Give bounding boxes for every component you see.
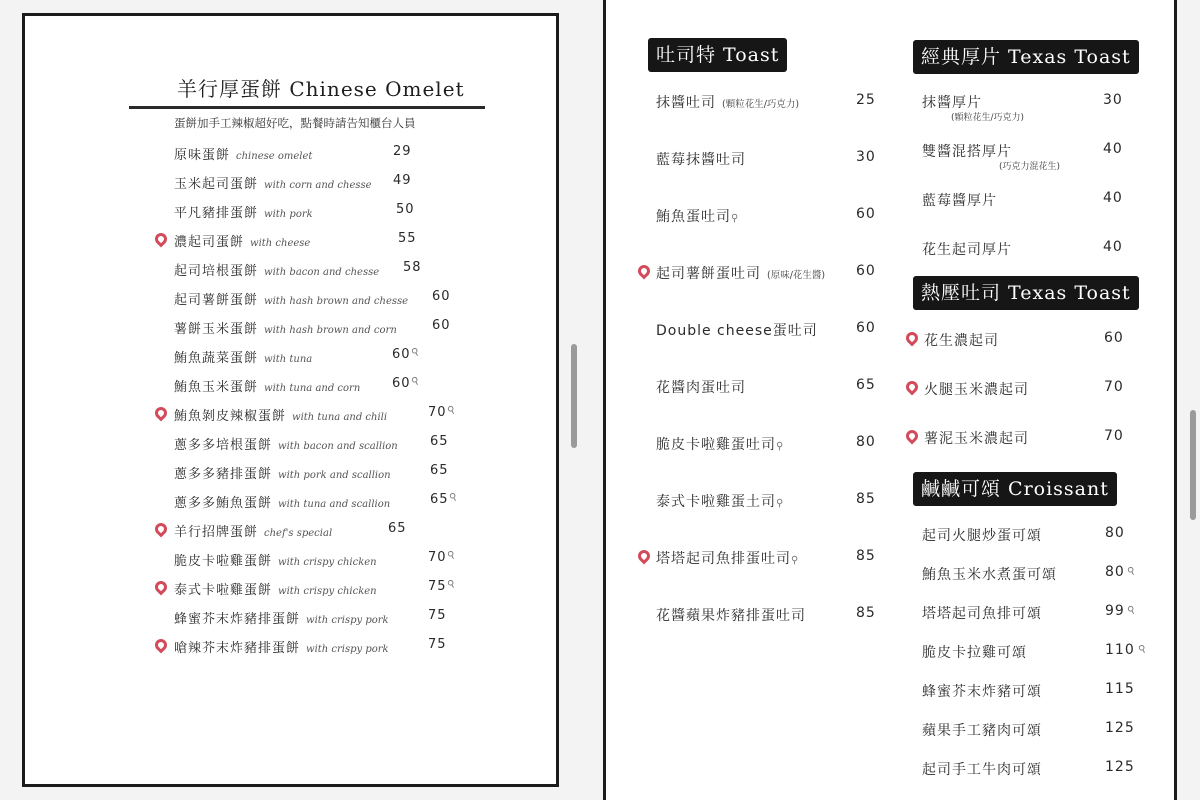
item-price: 75 xyxy=(428,579,447,594)
bone-icon: ⚲ xyxy=(1125,564,1138,579)
item-price: 85 xyxy=(856,605,876,621)
map-pin-icon xyxy=(153,637,170,654)
title-divider xyxy=(129,106,485,109)
map-pin-icon xyxy=(904,428,921,445)
menu-item xyxy=(922,720,1042,740)
menu-item xyxy=(656,605,806,625)
item-name: 抹醬吐司 xyxy=(656,95,716,111)
menu-item xyxy=(174,318,514,337)
item-name: 起司薯餅蛋吐司 xyxy=(656,266,761,282)
item-name: 脆皮卡拉雞可頌 xyxy=(922,645,1027,661)
item-price: 65 xyxy=(430,434,449,449)
bone-icon: ⚲ xyxy=(776,441,785,452)
item-note: (顆粒花生/巧克力) xyxy=(951,113,1025,123)
bone-icon: ⚲ xyxy=(731,213,740,224)
menu-item xyxy=(922,92,982,112)
item-price: 85 xyxy=(856,548,876,564)
map-pin-icon xyxy=(904,379,921,396)
section-label-toast: 吐司特 Toast xyxy=(648,38,787,72)
item-name: 鮪魚剝皮辣椒蛋餅 xyxy=(174,409,287,424)
item-english-name: with tuna and scallion xyxy=(278,499,391,510)
menu-item xyxy=(656,149,746,169)
item-price: 60 xyxy=(432,318,451,333)
menu-item xyxy=(656,491,784,511)
section-label-texas: 經典厚片 Texas Toast xyxy=(913,40,1139,74)
menu-item xyxy=(174,492,514,511)
item-price: 125 xyxy=(1105,720,1135,736)
item-english-name: with pork xyxy=(264,209,313,220)
item-name: 藍莓抹醬吐司 xyxy=(656,152,746,168)
item-english-name: with hash brown and chesse xyxy=(264,296,409,307)
item-name: 脆皮卡啦雞蛋餅 xyxy=(174,554,273,569)
bone-icon: ⚲ xyxy=(445,548,458,563)
item-name: 起司培根蛋餅 xyxy=(174,264,259,279)
item-price: 29 xyxy=(393,144,412,159)
menu-item xyxy=(922,239,1012,259)
bone-icon: ⚲ xyxy=(776,498,785,509)
item-price: 70 xyxy=(428,405,447,420)
section-label-pressed: 熱壓吐司 Texas Toast xyxy=(913,276,1139,310)
menu-item xyxy=(924,330,999,350)
map-pin-icon xyxy=(153,579,170,596)
item-name: 鮪魚蔬菜蛋餅 xyxy=(174,351,259,366)
item-english-name: with crispy pork xyxy=(306,615,389,626)
item-price: 99 xyxy=(1105,603,1125,619)
page-scrollbar[interactable] xyxy=(571,344,577,448)
item-name: 鮪魚玉米蛋餅 xyxy=(174,380,259,395)
menu-item xyxy=(174,202,514,221)
menu-item xyxy=(922,525,1042,545)
viewer-scrollbar[interactable] xyxy=(1190,410,1196,520)
item-name: 抹醬厚片 xyxy=(922,95,982,111)
item-name: Double cheese蛋吐司 xyxy=(656,323,818,339)
item-price: 60 xyxy=(392,347,411,362)
menu-item xyxy=(656,92,799,112)
item-name: 花醬蘋果炸豬排蛋吐司 xyxy=(656,608,806,624)
menu-item xyxy=(174,637,514,656)
item-english-name: with corn and chesse xyxy=(264,180,372,191)
item-price: 125 xyxy=(1105,759,1135,775)
item-name: 鮪魚玉米水煮蛋可頌 xyxy=(922,567,1057,583)
item-english-name: with bacon and chesse xyxy=(264,267,380,278)
item-name: 嗆辣芥末炸豬排蛋餅 xyxy=(174,641,301,656)
item-name: 平凡豬排蛋餅 xyxy=(174,206,259,221)
item-price: 110 xyxy=(1105,642,1135,658)
item-english-name: chef's special xyxy=(264,528,333,539)
item-price: 40 xyxy=(1103,190,1123,206)
item-price: 60 xyxy=(856,206,876,222)
item-price: 80 xyxy=(856,434,876,450)
bone-icon: ⚲ xyxy=(1136,642,1149,657)
item-name: 蘋果手工豬肉可頌 xyxy=(922,723,1042,739)
menu-item xyxy=(174,289,514,308)
item-name: 起司手工牛肉可頌 xyxy=(922,762,1042,778)
item-note: (原味/花生醬) xyxy=(767,270,826,281)
item-english-name: with crispy chicken xyxy=(278,557,377,568)
item-price: 70 xyxy=(1104,379,1124,395)
bone-icon: ⚲ xyxy=(445,403,458,418)
item-note: (顆粒花生/巧克力) xyxy=(722,99,800,110)
item-name: 羊行招牌蛋餅 xyxy=(174,525,259,540)
item-price: 70 xyxy=(1104,428,1124,444)
menu-item xyxy=(174,231,514,250)
item-name: 蔥多多豬排蛋餅 xyxy=(174,467,273,482)
item-price: 30 xyxy=(1103,92,1123,108)
item-name: 雙醬混搭厚片 xyxy=(922,144,1012,160)
item-price: 25 xyxy=(856,92,876,108)
menu-item xyxy=(656,320,818,340)
menu-item xyxy=(174,405,514,424)
menu-item xyxy=(922,190,997,210)
item-price: 75 xyxy=(428,637,447,652)
item-name: 蔥多多培根蛋餅 xyxy=(174,438,273,453)
item-note: (巧克力混花生) xyxy=(999,162,1061,172)
bone-icon: ⚲ xyxy=(447,490,460,505)
bone-icon: ⚲ xyxy=(409,374,422,389)
item-price: 58 xyxy=(403,260,422,275)
menu-note: 蛋餅加手工辣椒超好吃，點餐時請告知櫃台人員 xyxy=(174,116,416,130)
item-price: 60 xyxy=(856,320,876,336)
menu-item xyxy=(656,206,739,226)
item-price: 50 xyxy=(396,202,415,217)
item-price: 80 xyxy=(1105,564,1125,580)
item-price: 65 xyxy=(430,492,449,507)
bone-icon: ⚲ xyxy=(445,577,458,592)
item-name: 脆皮卡啦雞蛋吐司 xyxy=(656,437,776,453)
item-price: 65 xyxy=(388,521,407,536)
item-name: 藍莓醬厚片 xyxy=(922,193,997,209)
item-english-name: with bacon and scallion xyxy=(278,441,398,452)
menu-item xyxy=(924,379,1029,399)
map-pin-icon xyxy=(636,263,653,280)
menu-item xyxy=(922,603,1042,623)
menu-item xyxy=(922,642,1027,662)
item-name: 花生起司厚片 xyxy=(922,242,1012,258)
item-price: 80 xyxy=(1105,525,1125,541)
menu-item xyxy=(656,548,799,568)
item-name: 塔塔起司魚排可頌 xyxy=(922,606,1042,622)
item-name: 原味蛋餅 xyxy=(174,148,231,163)
item-english-name: chinese omelet xyxy=(236,151,313,162)
menu-item xyxy=(922,564,1057,584)
menu-item xyxy=(174,376,514,395)
item-english-name: with tuna and chili xyxy=(292,412,388,423)
item-name: 花生濃起司 xyxy=(924,333,999,349)
menu-item xyxy=(922,141,1012,161)
item-price: 55 xyxy=(398,231,417,246)
item-name: 起司火腿炒蛋可頌 xyxy=(922,528,1042,544)
map-pin-icon xyxy=(904,330,921,347)
item-name: 花醬肉蛋吐司 xyxy=(656,380,746,396)
item-english-name: with cheese xyxy=(250,238,311,249)
menu-item xyxy=(174,260,514,279)
item-name: 泰式卡啦雞蛋餅 xyxy=(174,583,273,598)
item-price: 60 xyxy=(856,263,876,279)
item-english-name: with crispy pork xyxy=(306,644,389,655)
menu-page-omelet xyxy=(22,13,559,787)
item-price: 40 xyxy=(1103,141,1123,157)
item-english-name: with tuna and corn xyxy=(264,383,361,394)
page-title: 羊行厚蛋餅 Chinese Omelet xyxy=(177,77,465,101)
menu-item xyxy=(174,463,514,482)
item-name: 薯餅玉米蛋餅 xyxy=(174,322,259,337)
section-label-croissant: 鹹鹹可頌 Croissant xyxy=(913,472,1117,506)
item-english-name: with hash brown and corn xyxy=(264,325,397,336)
item-name: 蜂蜜芥末炸豬排蛋餅 xyxy=(174,612,301,627)
item-name: 火腿玉米濃起司 xyxy=(924,382,1029,398)
item-price: 75 xyxy=(428,608,447,623)
item-name: 濃起司蛋餅 xyxy=(174,235,245,250)
menu-item xyxy=(174,608,514,627)
map-pin-icon xyxy=(153,405,170,422)
item-price: 60 xyxy=(1104,330,1124,346)
item-price: 60 xyxy=(432,289,451,304)
item-price: 60 xyxy=(392,376,411,391)
bone-icon: ⚲ xyxy=(1125,603,1138,618)
menu-item xyxy=(174,579,514,598)
bone-icon: ⚲ xyxy=(409,345,422,360)
item-name: 泰式卡啦雞蛋土司 xyxy=(656,494,776,510)
map-pin-icon xyxy=(636,548,653,565)
menu-item xyxy=(174,550,514,569)
item-price: 65 xyxy=(430,463,449,478)
menu-item xyxy=(656,263,825,283)
item-name: 鮪魚蛋吐司 xyxy=(656,209,731,225)
menu-item xyxy=(922,759,1042,779)
bone-icon: ⚲ xyxy=(791,555,800,566)
menu-item xyxy=(656,377,746,397)
menu-item xyxy=(174,347,514,366)
menu-item xyxy=(656,434,784,454)
item-name: 玉米起司蛋餅 xyxy=(174,177,259,192)
item-english-name: with crispy chicken xyxy=(278,586,377,597)
item-price: 70 xyxy=(428,550,447,565)
item-name: 蔥多多鮪魚蛋餅 xyxy=(174,496,273,511)
map-pin-icon xyxy=(153,231,170,248)
item-price: 49 xyxy=(393,173,412,188)
item-name: 薯泥玉米濃起司 xyxy=(924,431,1029,447)
item-price: 65 xyxy=(856,377,876,393)
menu-item xyxy=(174,521,514,540)
item-english-name: with pork and scallion xyxy=(278,470,391,481)
map-pin-icon xyxy=(153,521,170,538)
item-price: 30 xyxy=(856,149,876,165)
item-price: 115 xyxy=(1105,681,1135,697)
item-name: 塔塔起司魚排蛋吐司 xyxy=(656,551,791,567)
item-name: 起司薯餅蛋餅 xyxy=(174,293,259,308)
menu-item xyxy=(174,434,514,453)
menu-item xyxy=(174,173,514,192)
item-price: 85 xyxy=(856,491,876,507)
menu-item xyxy=(922,681,1042,701)
item-name: 蜂蜜芥末炸豬可頌 xyxy=(922,684,1042,700)
menu-page-toast xyxy=(603,0,1177,800)
item-price: 40 xyxy=(1103,239,1123,255)
menu-item xyxy=(174,144,514,163)
menu-item xyxy=(924,428,1029,448)
item-english-name: with tuna xyxy=(264,354,313,365)
